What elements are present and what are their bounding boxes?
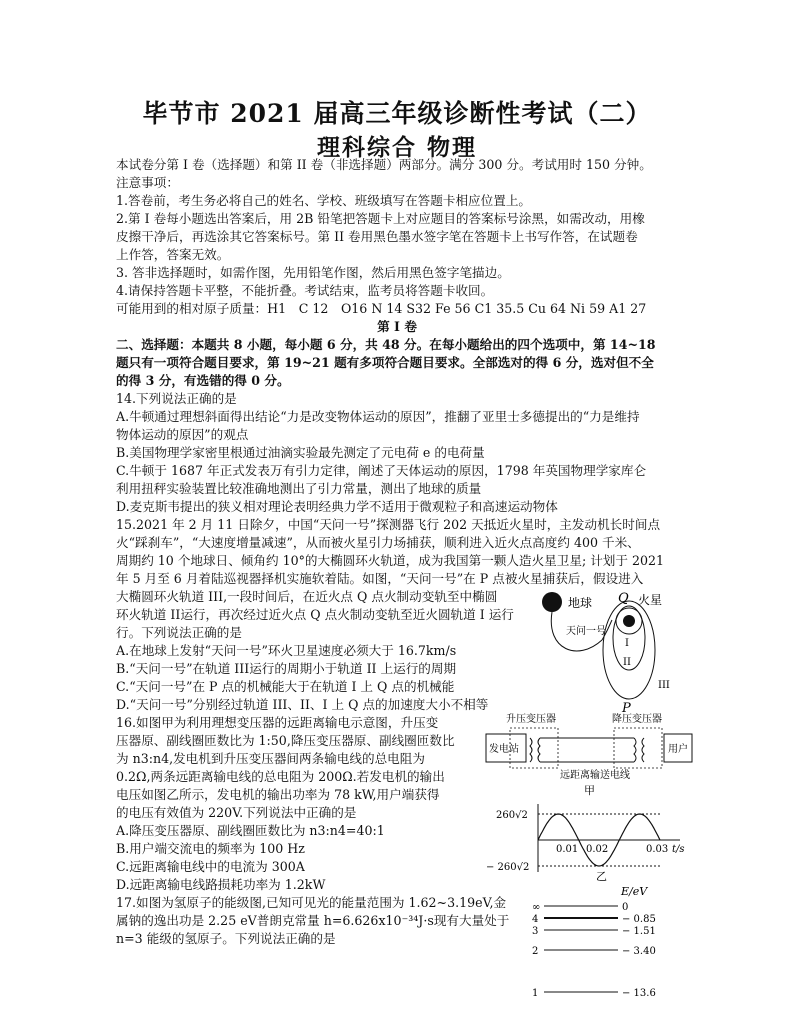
question-line: 年 5 月至 6 月着陆巡视器择机实施软着陆。如图，“天问一号”在 P 点被火星捕获后，假设进入	[116, 571, 644, 586]
level-n: ∞	[532, 902, 541, 913]
question-line: D.“天问一号”分别经过轨道 III、II、I 上 Q 点的加速度大小不相等	[116, 697, 489, 712]
orbit-one-label: I	[625, 638, 629, 649]
intro-line: 皮擦干净后，再选涂其它答案标号。第 II 卷用黑色墨水签字笔在答题卡上书写作答，在试题卷	[116, 229, 638, 244]
voltage-figure	[484, 800, 694, 882]
intro-line: 2.第 I 卷每小题选出答案后，用 2B 铅笔把答题卡上对应题目的答案标号涂黑，如需改动，用橡	[116, 211, 645, 226]
intro-line: 上作答，答案无效。	[116, 247, 230, 262]
intro-line: 本试卷分第 I 卷（选择题）和第 II 卷（非选择题）两部分。满分 300 分。考试用时 150 分钟。	[116, 157, 652, 172]
question-line: n=3 能级的氢原子。下列说法正确的是	[116, 931, 336, 946]
question-line: 15.2021 年 2 月 11 日除夕，中国“天问一号”探测器飞行 202 天抵近火星时，主发动机长时间点	[116, 517, 661, 532]
question-line: D.麦克斯韦提出的狭义相对理论表明经典力学不适用于微观粒子和高速运动物体	[116, 499, 558, 514]
question-line: 14.下列说法正确的是	[116, 391, 237, 406]
level-e: 0	[622, 902, 629, 913]
exam-title: 毕节市 2021 届高三年级诊断性考试（二）	[142, 99, 652, 128]
tick-label: 0.02	[586, 844, 609, 855]
question-line: 0.2Ω,两条远距离输电线的总电阻为 200Ω.若发电机的输出	[116, 769, 445, 784]
level-e: − 0.85	[622, 914, 656, 925]
line-label: 远距离输送电线	[560, 770, 630, 781]
level-e: − 3.40	[622, 946, 656, 957]
question-line: 物体运动的原因”的观点	[116, 427, 249, 442]
question-line: 电压如图乙所示，发电机的输出功率为 78 kW,用户端获得	[116, 787, 440, 802]
orbit-figure	[538, 590, 688, 714]
question-line: A.在地球上发射“天问一号”环火卫星速度必须大于 16.7km/s	[116, 643, 457, 658]
t-unit-label: t/s	[672, 844, 685, 855]
question-line: A.牛顿通过理想斜面得出结论“力是改变物体运动的原因”，推翻了亚里士多德提出的“力是维持	[116, 409, 640, 424]
question-line: 火“踩刹车”，“大速度增量减速”，从而被火星引力场捕获，顺利进入近火点高度约 400 千米、	[116, 535, 640, 550]
step-down-label: 降压变压器	[612, 714, 662, 725]
level-row	[532, 902, 628, 913]
orbit-two-label: II	[623, 657, 631, 668]
coil-secondary-up	[538, 738, 540, 762]
level-e: − 1.51	[622, 926, 656, 937]
energy-axis-label: E/eV	[621, 885, 648, 898]
question-line: 大椭圆环火轨道 III,一段时间后，在近火点 Q 点火制动变轨至中椭圆	[116, 589, 498, 604]
question-line: 属钠的逸出功是 2.25 eV普朗克常量 h=6.626x10⁻³⁴J·s现有大量处于	[116, 913, 510, 928]
exam-subtitle: 理科综合 物理	[316, 134, 477, 161]
generator-label: 发电站	[489, 744, 519, 755]
level-row	[532, 926, 656, 937]
section-heading-line: 二、选择题：本题共 8 小题，每小题 6 分，共 48 分。在每小题给出的四个选项中，第 14~18	[116, 337, 656, 352]
transmission-figure	[484, 710, 694, 800]
user-label: 用户	[668, 744, 688, 755]
coil-primary-down	[634, 738, 636, 762]
label-jia: 甲	[584, 784, 595, 797]
coil-secondary-down	[642, 738, 644, 762]
orbit-three-label: III	[658, 680, 670, 691]
peak-neg-label: − 260√2	[486, 862, 530, 873]
question-line: 利用扭秤实验装置比较准确地测出了引力常量，测出了地球的质量	[116, 481, 482, 496]
intro-line: 1.答卷前，考生务必将自己的姓名、学校、班级填写在答题卡相应位置上。	[116, 193, 532, 208]
energy-level-figure	[526, 884, 676, 1006]
tick-label: 0.01	[556, 844, 579, 855]
level-n: 2	[532, 946, 539, 957]
mars-label: 火星	[638, 593, 663, 607]
question-line: 16.如图甲为利用理想变压器的远距离输电示意图，升压变	[116, 715, 439, 730]
question-line: C.远距离输电线中的电流为 300A	[116, 859, 305, 874]
peak-pos-label: 260√2	[496, 810, 528, 821]
earth-label: 地球	[568, 596, 593, 610]
question-line: 的电压有效值为 220V.下列说法中正确的是	[116, 805, 357, 820]
probe-label: 天问一号	[566, 626, 606, 637]
question-line: 为 n3:n4,发电机到升压变压器间两条输电线的总电阻为	[116, 751, 425, 766]
question-line: B.美国物理学家密里根通过油滴实验最先测定了元电荷 e 的电荷量	[116, 445, 485, 460]
question-line: B.用户端交流电的频率为 100 Hz	[116, 841, 305, 856]
level-row	[532, 946, 656, 957]
point-p-label: P	[622, 701, 631, 714]
earth-icon	[542, 592, 562, 612]
level-e: − 13.6	[622, 988, 656, 999]
question-line: A.降压变压器原、副线圈匝数比为 n3:n4=40:1	[116, 823, 385, 838]
intro-line: 注意事项：	[116, 175, 179, 190]
section-label: 第 I 卷	[377, 319, 417, 334]
question-line: C.牛顿于 1687 年正式发表万有引力定律，阐述了天体运动的原因，1798 年英国物理学家库仑	[116, 463, 647, 478]
question-line: 压器原、副线圈匝数比为 1:50,降压变压器原、副线圈匝数比	[116, 733, 455, 748]
section-heading-line: 的得 3 分，有选错的得 0 分。	[116, 373, 290, 388]
tick-label: 0.03	[646, 844, 669, 855]
mars-icon	[623, 615, 635, 627]
point-q-label: Q	[618, 591, 629, 606]
question-line: B.“天问一号”在轨道 III运行的周期小于轨道 II 上运行的周期	[116, 661, 457, 676]
level-n: 1	[532, 988, 539, 999]
step-up-label: 升压变压器	[506, 714, 556, 725]
question-line: 17.如图为氢原子的能级图,已知可见光的能量范围为 1.62~3.19eV,金	[116, 895, 507, 910]
question-line: 周期约 10 个地球日、倾角约 10°的大椭圆环火轨道，成为我国第一颗人造火星卫星; 计划于 2021	[116, 553, 665, 568]
intro-line: 3. 答非选择题时，如需作图，先用铅笔作图，然后用黑色签字笔描边。	[116, 265, 510, 280]
question-line: D.远距离输电线路损耗功率为 1.2kW	[116, 877, 326, 892]
intro-line: 4.请保持答题卡平整，不能折叠。考试结束，监考员将答题卡收回。	[116, 283, 494, 298]
level-row	[532, 914, 656, 925]
coil-primary-up	[530, 738, 532, 762]
question-line: C.“天问一号”在 P 点的机械能大于在轨道 I 上 Q 点的机械能	[116, 679, 455, 694]
question-line: 行。下列说法正确的是	[116, 625, 242, 640]
question-line: 环火轨道 II运行，再次经过近火点 Q 点火制动变轨至近火圆轨道 I 运行	[116, 607, 514, 622]
level-n: 4	[532, 914, 539, 925]
level-row	[532, 988, 656, 999]
section-heading-line: 题只有一项符合题目要求，第 19~21 题有多项符合题目要求。全部选对的得 6 分，选对但不全	[116, 355, 654, 370]
intro-line: 可能用到的相对原子质量：H1 C 12 O16 N 14 S32 Fe 56 C1 35.5 Cu 64 Ni 59 A1 27	[116, 301, 647, 316]
level-n: 3	[532, 926, 539, 937]
label-yi: 乙	[596, 870, 607, 882]
